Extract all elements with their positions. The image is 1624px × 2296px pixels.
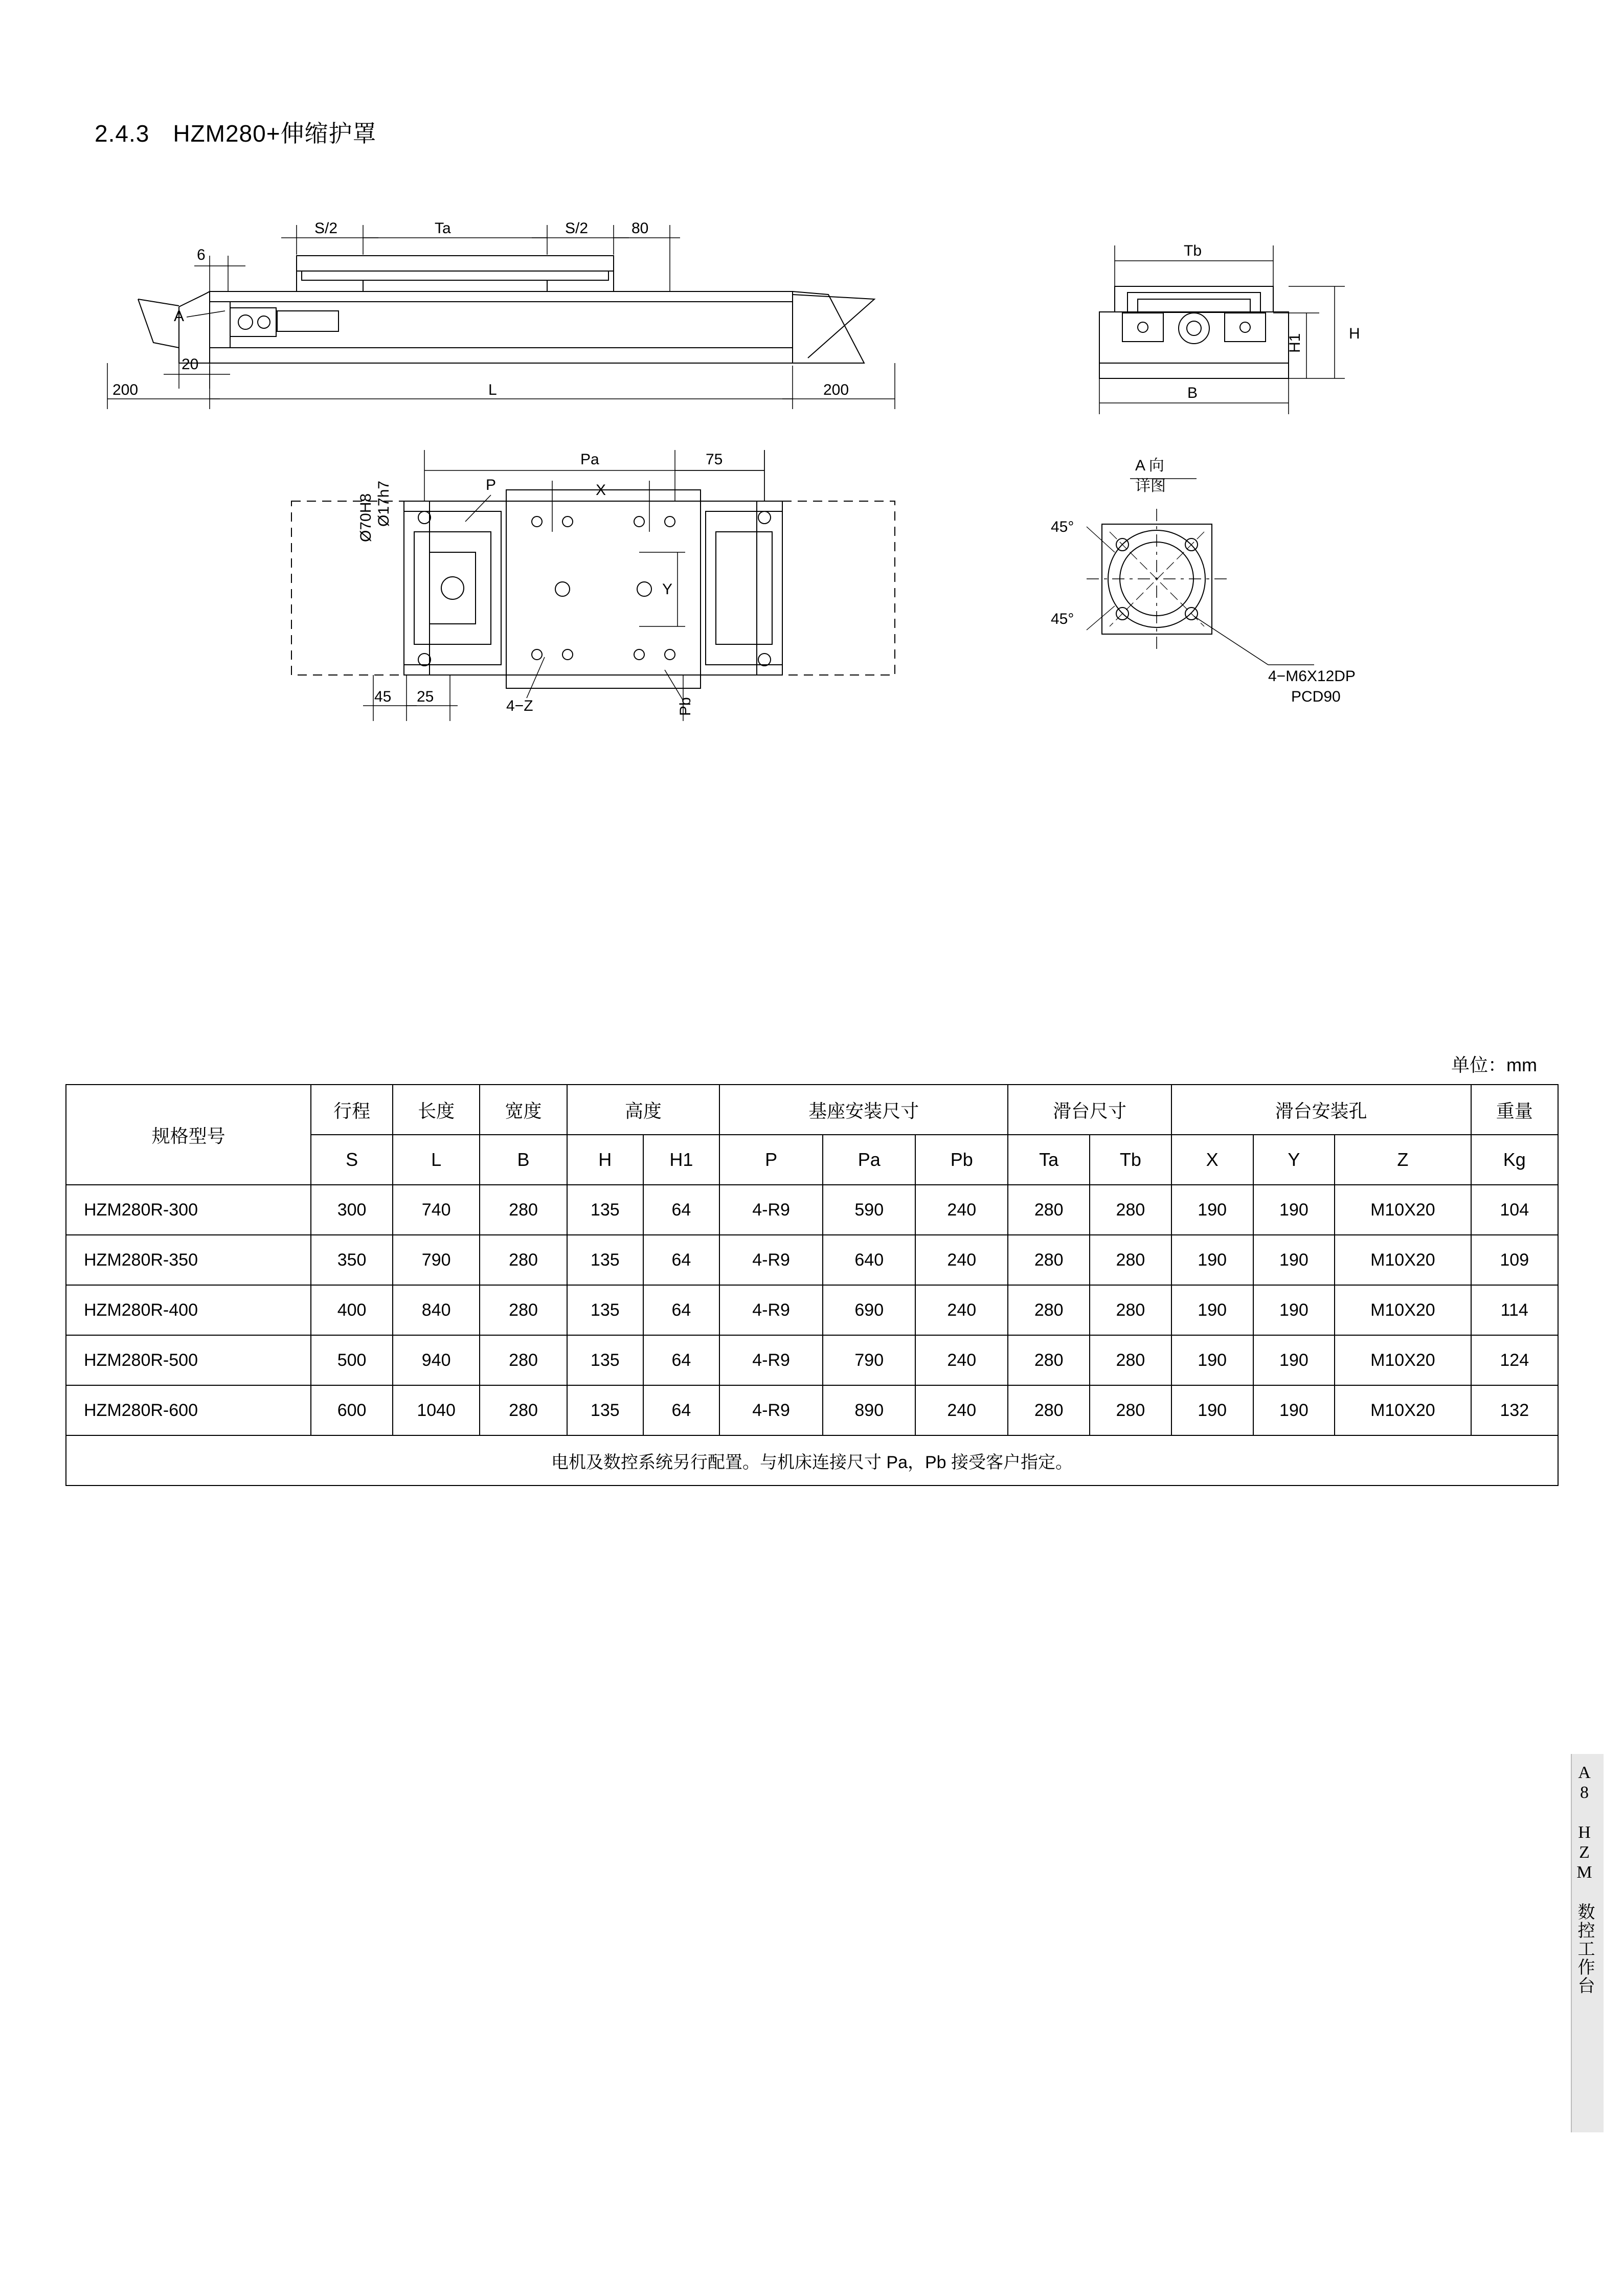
svg-text:45°: 45° (1051, 611, 1074, 627)
cell-model: HZM280R-500 (66, 1335, 311, 1385)
symbol-ta: Ta (1008, 1135, 1090, 1185)
cell-tb: 280 (1090, 1285, 1171, 1335)
cell-kg: 132 (1471, 1385, 1559, 1435)
cell-h1: 64 (643, 1185, 719, 1235)
cell-l: 940 (393, 1335, 480, 1385)
section-title: HZM280+伸缩护罩 (173, 120, 377, 147)
cell-z: M10X20 (1335, 1285, 1471, 1335)
spec-table (65, 1084, 1559, 1486)
svg-text:L: L (488, 381, 497, 398)
table-row (66, 1185, 1558, 1235)
cell-kg: 114 (1471, 1285, 1559, 1335)
cell-b: 280 (480, 1385, 567, 1435)
symbol-x: X (1171, 1135, 1253, 1185)
cell-p: 4-R9 (719, 1235, 823, 1285)
svg-text:详图: 详图 (1135, 478, 1166, 494)
cell-l: 1040 (393, 1385, 480, 1435)
cell-pb: 240 (915, 1285, 1008, 1335)
cell-h: 135 (567, 1385, 643, 1435)
cell-model: HZM280R-300 (66, 1185, 311, 1235)
cell-x: 190 (1171, 1235, 1253, 1285)
cell-p: 4-R9 (719, 1185, 823, 1235)
svg-text:Y: Y (662, 581, 673, 598)
side-view (1099, 242, 1360, 414)
cell-model: HZM280R-350 (66, 1235, 311, 1285)
cell-z: M10X20 (1335, 1385, 1471, 1435)
cell-y: 190 (1253, 1385, 1335, 1435)
cell-tb: 280 (1090, 1185, 1171, 1235)
cell-b: 280 (480, 1185, 567, 1235)
symbol-h1: H1 (643, 1135, 719, 1185)
cell-x: 190 (1171, 1385, 1253, 1435)
svg-text:45: 45 (374, 688, 392, 705)
svg-text:80: 80 (631, 220, 649, 237)
svg-text:Pb: Pb (677, 697, 694, 716)
cell-model: HZM280R-400 (66, 1285, 311, 1335)
svg-text:H: H (1349, 325, 1360, 342)
svg-text:45°: 45° (1051, 519, 1074, 535)
cell-s: 500 (311, 1335, 393, 1385)
cell-h1: 64 (643, 1335, 719, 1385)
cell-x: 190 (1171, 1335, 1253, 1385)
svg-text:Ø17h7: Ø17h7 (375, 480, 392, 527)
cell-h: 135 (567, 1235, 643, 1285)
cell-l: 740 (393, 1185, 480, 1235)
svg-text:Tb: Tb (1184, 242, 1202, 259)
table-header-groups (66, 1085, 1558, 1135)
cell-l: 790 (393, 1235, 480, 1285)
cell-z: M10X20 (1335, 1335, 1471, 1385)
header-length: 长度 (393, 1085, 480, 1135)
header-base-mounting: 基座安装尺寸 (719, 1085, 1008, 1135)
svg-text:Ø70H8: Ø70H8 (357, 493, 374, 542)
cell-ta: 280 (1008, 1285, 1090, 1335)
cell-pb: 240 (915, 1335, 1008, 1385)
svg-text:4−M6X12DP: 4−M6X12DP (1268, 668, 1356, 685)
svg-text:S/2: S/2 (314, 220, 338, 237)
cell-s: 350 (311, 1235, 393, 1285)
svg-text:25: 25 (417, 688, 434, 705)
cell-s: 600 (311, 1385, 393, 1435)
cell-kg: 104 (1471, 1185, 1559, 1235)
cell-h1: 64 (643, 1285, 719, 1335)
front-view (107, 220, 895, 409)
cell-z: M10X20 (1335, 1235, 1471, 1285)
header-width: 宽度 (480, 1085, 567, 1135)
cell-kg: 109 (1471, 1235, 1559, 1285)
section-number: 2.4.3 (95, 120, 150, 147)
cell-tb: 280 (1090, 1235, 1171, 1285)
symbol-y: Y (1253, 1135, 1335, 1185)
cell-b: 280 (480, 1235, 567, 1285)
cell-y: 190 (1253, 1235, 1335, 1285)
cell-pb: 240 (915, 1235, 1008, 1285)
cell-z: M10X20 (1335, 1185, 1471, 1235)
cell-b: 280 (480, 1285, 567, 1335)
cell-x: 190 (1171, 1285, 1253, 1335)
cell-pa: 790 (823, 1335, 915, 1385)
svg-text:6: 6 (197, 246, 206, 263)
symbol-kg: Kg (1471, 1135, 1559, 1185)
header-table-size: 滑台尺寸 (1008, 1085, 1171, 1135)
cell-ta: 280 (1008, 1335, 1090, 1385)
side-tab-label: A8 HZM 数控工作台 (1575, 1763, 1594, 1995)
header-model: 规格型号 (66, 1085, 311, 1185)
symbol-tb: Tb (1090, 1135, 1171, 1185)
cell-y: 190 (1253, 1335, 1335, 1385)
cell-h1: 64 (643, 1385, 719, 1435)
cell-h: 135 (567, 1185, 643, 1235)
cell-p: 4-R9 (719, 1385, 823, 1435)
symbol-z: Z (1335, 1135, 1471, 1185)
svg-text:H1: H1 (1287, 333, 1303, 353)
header-weight: 重量 (1471, 1085, 1559, 1135)
symbol-l: L (393, 1135, 480, 1185)
cell-pa: 590 (823, 1185, 915, 1235)
cell-l: 840 (393, 1285, 480, 1335)
svg-text:PCD90: PCD90 (1291, 688, 1341, 705)
symbol-s: S (311, 1135, 393, 1185)
cell-ta: 280 (1008, 1185, 1090, 1235)
table-note-row (66, 1435, 1558, 1485)
cell-pb: 240 (915, 1185, 1008, 1235)
cell-h: 135 (567, 1285, 643, 1335)
top-view (291, 450, 895, 721)
page-title (95, 115, 377, 149)
cell-model: HZM280R-600 (66, 1385, 311, 1435)
svg-text:A 向: A 向 (1135, 457, 1164, 474)
svg-text:Pa: Pa (580, 451, 599, 468)
cell-s: 400 (311, 1285, 393, 1335)
cell-y: 190 (1253, 1185, 1335, 1235)
svg-text:P: P (486, 477, 497, 493)
symbol-b: B (480, 1135, 567, 1185)
cell-x: 190 (1171, 1185, 1253, 1235)
cell-pa: 640 (823, 1235, 915, 1285)
cell-s: 300 (311, 1185, 393, 1235)
symbol-pa: Pa (823, 1135, 915, 1185)
header-height: 高度 (567, 1085, 719, 1135)
cell-ta: 280 (1008, 1385, 1090, 1435)
table-row (66, 1385, 1558, 1435)
svg-text:200: 200 (112, 381, 139, 398)
cell-tb: 280 (1090, 1335, 1171, 1385)
cell-tb: 280 (1090, 1385, 1171, 1435)
cell-pb: 240 (915, 1385, 1008, 1435)
cell-p: 4-R9 (719, 1335, 823, 1385)
unit-label: 单位：mm (1451, 1054, 1537, 1075)
header-table-holes: 滑台安装孔 (1171, 1085, 1471, 1135)
svg-text:Ta: Ta (435, 220, 451, 237)
svg-text:B: B (1187, 385, 1198, 401)
symbol-pb: Pb (915, 1135, 1008, 1185)
svg-text:75: 75 (706, 451, 723, 468)
svg-text:4−Z: 4−Z (506, 697, 533, 714)
svg-text:20: 20 (182, 356, 199, 373)
table-row (66, 1235, 1558, 1285)
side-tab (1571, 1754, 1604, 2132)
cell-y: 190 (1253, 1285, 1335, 1335)
table-note: 电机及数控系统另行配置。与机床连接尺寸 Pa，Pb 接受客户指定。 (66, 1435, 1558, 1485)
cell-h1: 64 (643, 1235, 719, 1285)
svg-text:X: X (596, 482, 606, 499)
cell-pa: 690 (823, 1285, 915, 1335)
cell-b: 280 (480, 1335, 567, 1385)
symbol-h: H (567, 1135, 643, 1185)
svg-text:S/2: S/2 (565, 220, 589, 237)
cell-h: 135 (567, 1335, 643, 1385)
cell-kg: 124 (1471, 1335, 1559, 1385)
detail-view-a (1051, 457, 1356, 705)
cell-pa: 890 (823, 1385, 915, 1435)
cell-ta: 280 (1008, 1235, 1090, 1285)
table-row (66, 1335, 1558, 1385)
technical-drawing (77, 194, 1549, 910)
table-row (66, 1285, 1558, 1335)
symbol-p: P (719, 1135, 823, 1185)
svg-text:200: 200 (823, 381, 849, 398)
svg-text:A: A (174, 308, 185, 325)
cell-p: 4-R9 (719, 1285, 823, 1335)
header-stroke: 行程 (311, 1085, 393, 1135)
